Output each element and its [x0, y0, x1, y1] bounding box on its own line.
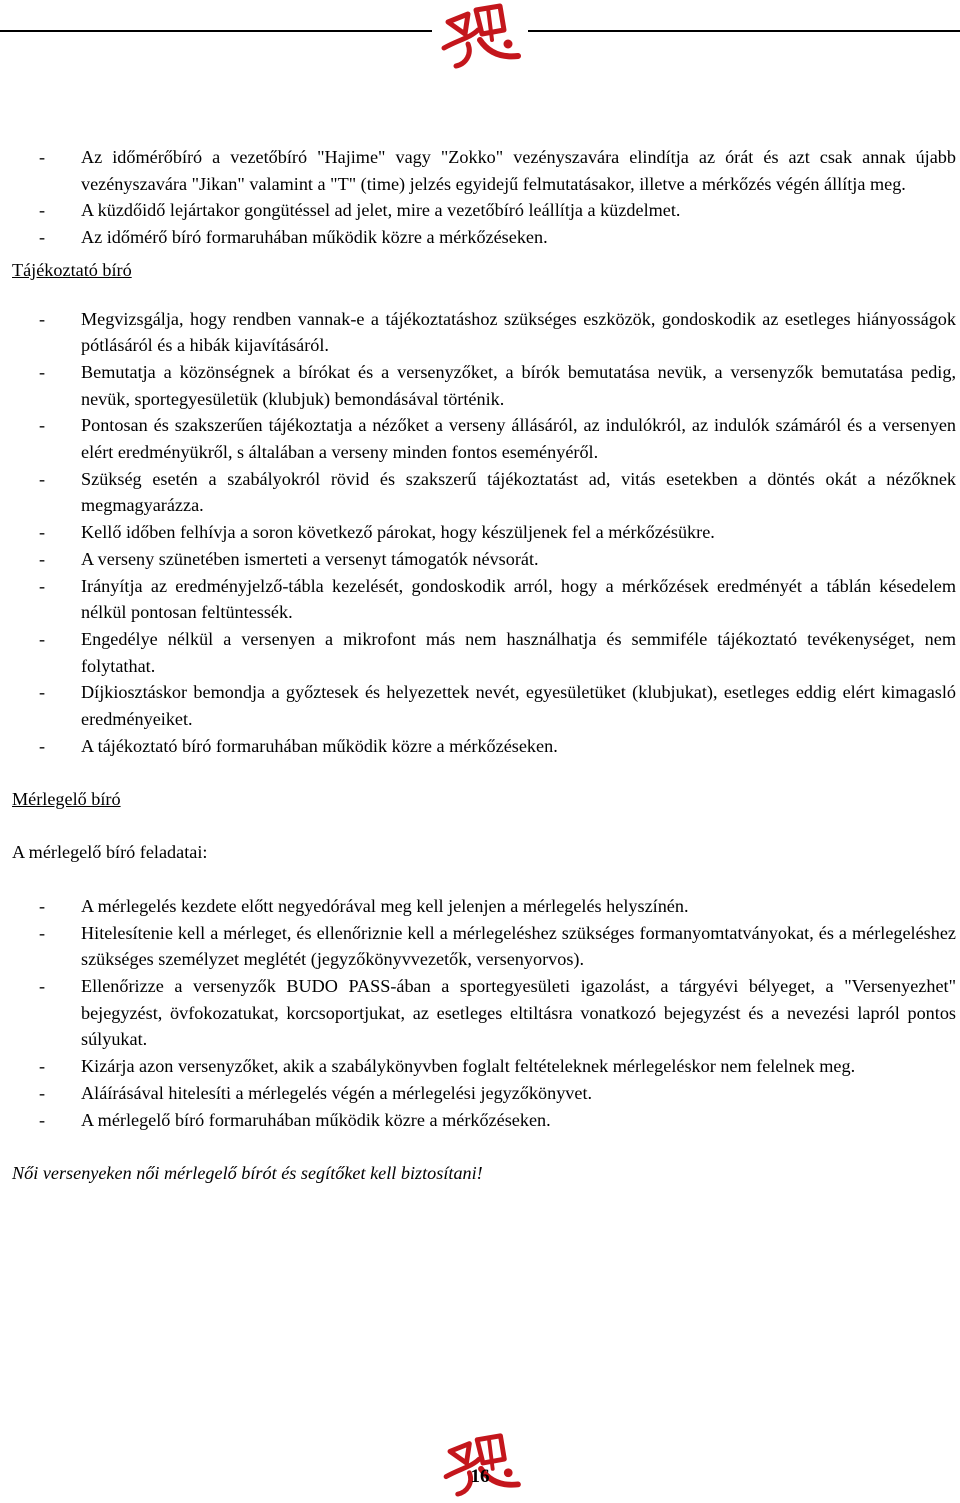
- page-number: 16: [470, 1466, 490, 1487]
- list-item: - Az időmérőbíró a vezetőbíró "Hajime" vagy "Zokko" vezényszavára elindítja az órát és azt csak annak újabb vezényszavára "Jikan" valamint a "T" (time) jelzés egyidejű felmutatásakor, illetve a mérkőzés végén állítja meg.: [39, 147, 956, 194]
- list-item: - A tájékoztató bíró formaruhában működik közre a mérkőzéseken.: [39, 735, 558, 756]
- header-rule-right: [528, 30, 960, 32]
- list-item: - Ellenőrizze a versenyzők BUDO PASS-ában a sportegyesületi igazolást, a tárgyévi bélyeget, a "Versenyezhet" bejegyzést, övfokozatukat, korcsoportjukat, az esetleges eltiltásra vonatkozó bejegyzést és a nevezési lapról pontos súlyukat.: [39, 975, 956, 1050]
- announcer-list: [12, 306, 956, 760]
- timekeeper-list: [12, 144, 956, 251]
- list-item: - A mérlegelő bíró formaruhában működik közre a mérkőzéseken.: [39, 1109, 551, 1130]
- list-item: - Irányítja az eredményjelző-tábla kezelését, gondoskodik arról, hogy a mérkőzések eredményét a táblán késedelem nélkül pontosan feltüntessék.: [39, 575, 956, 623]
- list-item: - A mérlegelés kezdete előtt negyedórával meg kell jelenjen a mérlegelés helyszínén.: [39, 895, 689, 916]
- section-heading-announcer: Tájékoztató bíró: [12, 259, 132, 280]
- list-item: - A küzdőidő lejártakor gongütéssel ad jelet, mire a vezetőbíró leállítja a küzdelmet.: [39, 200, 681, 221]
- list-item: - Az időmérő bíró formaruhában működik közre a mérkőzéseken.: [39, 227, 548, 248]
- kanji-logo-icon: [438, 0, 524, 70]
- list-item: - Megvizsgálja, hogy rendben vannak-e a tájékoztatáshoz szükséges eszközök, gondoskodik az esetleges hiányosságok pótlásáról és a hibák kijavításáról.: [39, 308, 956, 356]
- document-body: [12, 144, 956, 1187]
- list-item: - Kellő időben felhívja a soron következő párokat, hogy készüljenek fel a mérkőzésükre.: [39, 522, 715, 543]
- weigher-intro: A mérlegelő bíró feladatai:: [12, 842, 208, 863]
- list-item: - A verseny szünetében ismerteti a versenyt támogatók névsorát.: [39, 548, 539, 569]
- list-item: - Szükség esetén a szabályokról rövid és szakszerű tájékoztatást ad, vitás esetekben a döntés okát a nézőknek megmagyarázza.: [39, 468, 956, 516]
- section-heading-weigher: Mérlegelő bíró: [12, 789, 121, 810]
- list-item: - Aláírásával hitelesíti a mérlegelés végén a mérlegelési jegyzőkönyvet.: [39, 1082, 593, 1103]
- list-item: - Bemutatja a közönségnek a bírókat és a versenyzőket, a bírók bemutatása nevük, a versenyzők bemutatása pedig, nevük, sportegyesületük (klubjuk) bemondásával történik.: [39, 361, 956, 409]
- weigher-list: [12, 893, 956, 1133]
- header-rule-left: [0, 30, 432, 32]
- list-item: - Pontosan és szakszerűen tájékoztatja a nézőket a verseny állásáról, az indulókról, az indulók számáról és a versenyen elért eredményükről, s általában a verseny minden fontos eseményéről.: [39, 415, 956, 463]
- list-item: - Díjkiosztáskor bemondja a győztesek és helyezettek nevét, egyesületüket (klubjukat), esetleges eddig elért kimagasló eredményeiket.: [39, 682, 956, 730]
- list-item: - Kizárja azon versenyzőket, akik a szabálykönyvben foglalt feltételeknek mérlegeléskor nem felelnek meg.: [39, 1056, 856, 1077]
- list-item: - Engedélye nélkül a versenyen a mikrofont más nem használhatja és semmiféle tájékoztató tevékenységet, nem folytathat.: [39, 628, 956, 676]
- weigher-note: Női versenyeken női mérlegelő bírót és segítőket kell biztosítani!: [12, 1163, 483, 1184]
- list-item: - Hitelesítenie kell a mérleget, és ellenőriznie kell a mérlegeléshez szükséges formanyomtatványokat, és a mérlegeléshez szükséges személyzet meglétét (jegyzőkönyvvezetők, versenyorvos).: [39, 922, 956, 970]
